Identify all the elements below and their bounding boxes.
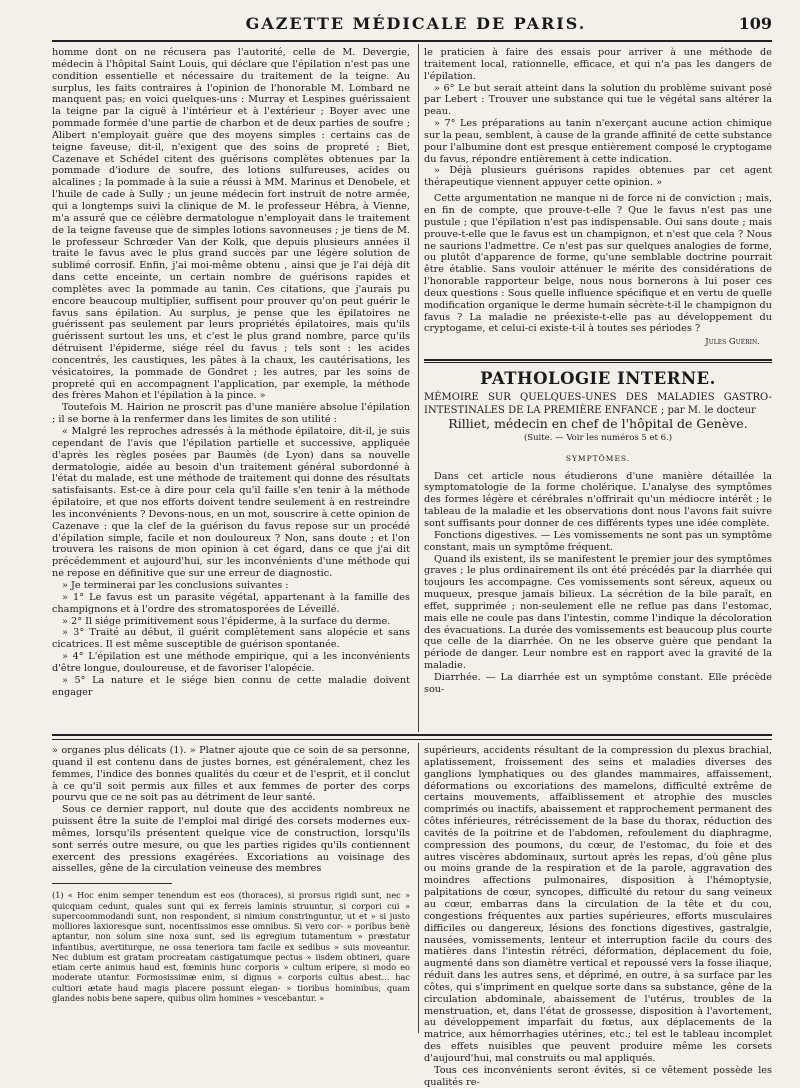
paragraph: « Malgré les reproches adressés à la méthode épilatoire, dit-il, je suis cependant de l'avis que l'épilation partielle et successive, appliquée d'après les règles posées par Baumès (de Lyon) dans sa nouvelle dermatologie, aidée au besoin d'un traitement général subordonné à l'état du malade, est une méthode de traitement qui donne des résultats satisfaisants. Est-ce à dire pour cela qu'il faille s'en tenir à la méthode épilatoire, et que nos efforts doivent tendre seulement à en restreindre les inconvénients ? Devons-nous, en un mot, souscrire à cette opinion de Cazenave : que la clef de la guérison du favus repose sur un procédé d'épilation simple, facile et non douloureux ? Non, sans doute ; et l'on trouvera les raisons de mon opinion à cet égard, dans ce que j'ai dit précédemment et aujourd'hui, sur les inconvénients d'une méthode qui ne repose en définitive que sur une erreur de diagnostic. bbox=[52, 426, 410, 580]
paragraph: Dans cet article nous étudierons d'une manière détaillée la symptomatologie de la forme cholérique. L'analyse des symptômes des formes légère et cérébrales n'offrirait qu'un médiocre intérêt ; le tableau de la maladie et les observations dont nous l'avons fait suivre sont suffisants pour donner de ces différents types une idée complète. bbox=[424, 470, 772, 529]
paragraph: » 3° Traité au début, il guérit complètement sans alopécie et sans cicatrices. Il est même susceptible de guérison spontanée. bbox=[52, 627, 410, 651]
paragraph: Diarrhée. — La diarrhée est un symptôme constant. Elle précède sou- bbox=[424, 671, 772, 695]
subsection-heading: SYMPTÔMES. bbox=[565, 453, 631, 463]
right-column-bottom bbox=[424, 745, 772, 1088]
paragraph: » organes plus délicats (1). » Platner ajoute que ce soin de sa personne, quand il est contenu dans de justes bornes, est généralement, chez les femmes, l'indice des bonnes qualités du cœur et de l'esprit, et il conclut à ce qu'il soit permis aux filles et aux femmes de porter des corps pourvu que ce ne soit pas au détriment de leur santé. bbox=[52, 745, 410, 804]
paragraph: Tous ces inconvénients seront évités, si ce vêtement possède les qualités re- bbox=[424, 1064, 772, 1088]
section-rule bbox=[424, 359, 772, 361]
header-rule bbox=[52, 40, 772, 42]
author-signature: Jules Guérin. bbox=[705, 337, 760, 348]
paragraph: supérieurs, accidents résultant de la compression du plexus brachial, aplatissement, froissement des seins et maladies diverses des ganglions lymphatiques ou des glandes mammaires, affaissement, déformations ou excoriations des mamelons, difficulté extrême de certains mouvements, affaiblissement et atrophie des muscles comprimés ou inactifs, abaissement et rapprochement permanent des côtes inférieures, rétrécissement de la base du thorax, réduction des cavités de la poitrine et de l'abdomen, refoulement du diaphragme, compression des poumons, du cœur, de l'estomac, du foie et des autres viscères abdominaux, surtout après les repas, d'où gêne plus ou moins grande de la respiration et de la parole, aggravation des moindres affections pulmonaires, disposition à l'hémoptysie, palpitations de cœur, syncopes, difficulté du retour du sang veineux au cœur, embarras dans la circulation de la tête et du cou, congestions fréquentes aux parties supérieures, efforts musculaires difficiles ou dangereux, lésions des fonctions digestives, gastralgie, nausées, vomissements, lenteur et interruption facile du cours des matières dans l'intestin rétréci, déformation, déplacement du foie, augmenté dans son diamètre vertical et repoussé vers la fosse iliaque, réduit dans les autres sens, et déprimé, en outre, à sa surface par les côtes, qui s'impriment en quelque sorte dans sa substance, gêne de la circulation abdominale, abaissement de l'utérus, troubles de la menstruation, et, dans l'état de grossesse, disposition à l'avortement, au développement imparfait du fœtus, aux déplacements de la matrice, aux hémorrhagies utérines, etc.; tel est le tableau incomplet des effets nuisibles que peuvent produire même les corsets d'aujourd'hui, mal construits ou mal appliqués. bbox=[424, 745, 772, 1064]
paragraph: » Je terminerai par les conclusions suivantes : bbox=[62, 579, 289, 591]
feuilleton-rule-thin bbox=[52, 739, 772, 740]
journal-title: GAZETTE MÉDICALE DE PARIS. bbox=[245, 14, 587, 33]
paragraph: Fonctions digestives. — Les vomissements ne sont pas un symptôme constant, mais un symptôme fréquent. bbox=[424, 529, 772, 553]
paragraph: le praticien à faire des essais pour arriver à une méthode de traitement local, rationnelle, efficace, et qui n'a pas les dangers de l'épilation. bbox=[424, 47, 772, 82]
paragraph: Quand ils existent, ils se manifestent le premier jour des symptômes graves ; le plus ordinairement ils ont été précédés par la diarrhée qui toujours les accompagne. Ces vomissements sont séreux, aqueux ou muqueux, presque jamais bilieux. La sécrétion de la bile paraît, en effet, supprimée ; non-seulement elle ne reflue pas dans l'estomac, mais elle ne coule pas dans l'intestin, comme l'indique la décoloration des évacuations. La durée des vomissements est beaucoup plus courte que celle de la diarrhée. On ne les observe guère que pendant la période de danger. Leur nombre est en rapport avec la gravité de la maladie. bbox=[424, 553, 772, 672]
paragraph: Sous ce dernier rapport, nul doute que des accidents nombreux ne puissent être la suite de l'emploi mal dirigé des corsets modernes eux-mêmes, lorsqu'ils présentent quelque vice de construction, lorsqu'ils sont serrés outre mesure, ou que les parties rigides qu'ils contiennent exercent des pressions exagérées. Excoriations au voisinage des aisselles, gêne de la circulation veineuse des membres bbox=[52, 804, 410, 875]
column-divider-top bbox=[418, 44, 419, 732]
paragraph: » 7° Les préparations au tanin n'exerçant aucune action chimique sur la peau, semblent, à cause de la grande affinité de cette substance pour l'albumine dont est presque entièrement composé le cryptogame du favus, répondre entièrement à cette indication. bbox=[424, 118, 772, 165]
left-column-top bbox=[52, 47, 410, 731]
paragraph: homme dont on ne récusera pas l'autorité, celle de M. Devergie, médecin à l'hôpital Saint Louis, qui déclare que l'épilation n'est pas une condition essentielle et nécessaire du traitement de la teigne. Au surplus, les faits contraires à l'opinion de l'honorable M. Lombard ne manquent pas; en voici quelques-uns : Murray et Lespines guérissaient la teigne par la ciguë à l'intérieur et à l'extérieur ; Boyer avec une pommade formée d'une partie de charbon et de deux parties de soufre ; Alibert n'employait guère que des moyens simples : certains cas de teigne faveuse, dit-il, n'exigent que des soins de propreté ; Biet, Cazenave et Schédel citent des guérisons complètes obtenues par la pommade d'iodure de soufre, des lotions sulfureuses, acides ou alcalines ; la pommade à la suie a réussi à MM. Marinus et Denobele, et l'huile de cade à Sully ; un jeune médecin fort instruit de notre armée, qui a longtemps suivi la clinique de M. le professeur Hébra, à Vienne, m'a assuré que ce célèbre dermatologue n'employait dans le traitement de la teigne faveuse que de simples lotions savonneuses ; je tiens de M. le professeur Schrœder Van der Kolk, que depuis plusieurs années il traite le favus avec le plus grand succès par une légère solution de sublimé corrosif. Enfin, j'ai moi-même obtenu , ainsi que je l'ai déjà dit dans cette enceinte, un certain nombre de guérisons rapides et complètes avec la pommade au tanin. Ces citations, que j'aurais pu encore beaucoup multiplier, suffisent pour prouver qu'on peut guérir le favus sans épilation. Au surplus, je pense que les épilatoires ne guérissent pas seulement par leurs propriétés épilatoires, mais qu'ils guérissent surtout les uns, et c'est le plus grand nombre, parce qu'ils détruisent l'épiderme, siége réel du favus ; tels sont : les acides concentrés, les caustiques, les pâtes à la chaux, les cautérisations, les vésicatoires, la pommade de Gondret ; les autres, par les soins de propreté qui en accompagnent l'application, par exemple, la méthode des frères Mahon et l'épilation à la pince. » bbox=[52, 47, 410, 402]
right-column-top bbox=[424, 47, 772, 731]
paragraph: Cette argumentation ne manque ni de force ni de conviction ; mais, en fin de compte, que prouve-t-elle ? Que le favus n'est pas une pustule ; que l'épilation n'est pas indispensable. Oui sans doute ; mais prouve-t-elle que le favus est un champignon, et n'est que cela ? Nous ne saurions l'admettre. Ce n'est pas sur quelques analogies de forme, ou plutôt d'apparence de forme, qu'une semblable doctrine pourrait être établie. Sans vouloir atténuer le mérite des considérations de l'honorable rapporteur belge, nous nous bornerons à lui poser ces deux questions : Sous quelle influence spécifique et en vertu de quelle modification organique le derme humain sécrète-t-il le champignon du favus ? La maladie ne préexiste-t-elle pas au développement du cryptogame, et celui-ci existe-t-il à toutes ses périodes ? bbox=[424, 193, 772, 335]
article-title: MÉMOIRE SUR QUELQUES-UNES DES MALADIES GASTRO-INTESTINALES DE LA PREMIÈRE ENFANCE ; par M. le docteur bbox=[424, 391, 772, 416]
article-author: Rilliet, médecin en chef de l'hôpital de Genève. bbox=[448, 415, 748, 431]
footnote: (1) « Hoc enim semper tenendum est eos (thoraces), si prorsus rigidi sunt, nec » quicquam cedunt, quales sunt qui ex ferreis laminis struuntur, si corpori cui » supercoommodandi sunt, non respondent, si nimium constringuntur, ut et » si justo molliores laxioresque sunt, nocentissimos esse omnibus. Si vero cor- » poribus benè aptantur, non solum sine noxa sunt, sed iis egregium tutamentum » præstatur infantibus, avertiturque, ne ossa teneriora tam facile ex sedibus » suis moveantur. Nec dubium est gratam procreatam castigatumque pectus » iisdem obtineri, quare etiam certe animus haud est, fœminis hunc corporis » cultum eripere, si modo eo moderate utantur. Formosissimæ enim, si dignus » corporis cultus abest... hac cultiori ætate haud magis placere possunt elegan- » tioribus hominibus, quam glandes nobis bene sapere, quibus olim homines » vescebantur. » bbox=[52, 890, 410, 1003]
paragraph: » 5° La nature et le siége bien connu de cette maladie doivent engager bbox=[52, 674, 410, 698]
paragraph: » 6° Le but serait atteint dans la solution du problème suivant posé par Lebert : Trouver une substance qui tue le végétal sans altérer la peau. bbox=[424, 82, 772, 118]
continuation-note: (Suite. — Voir les numéros 5 et 6.) bbox=[523, 432, 673, 443]
paragraph: » 2° Il siége primitivement sous l'épiderme, à la surface du derme. bbox=[62, 615, 391, 627]
feuilleton-rule bbox=[52, 734, 772, 736]
footnote-rule bbox=[52, 883, 172, 884]
paragraph: » 1° Le favus est un parasite végétal, appartenant à la famille des champignons et à l'ordre des stromatosporées de Léveillé. bbox=[52, 591, 410, 615]
paragraph: » Déjà plusieurs guérisons rapides obtenues par cet agent thérapeutique viennent appuyer cette opinion. » bbox=[424, 165, 772, 189]
page-header bbox=[60, 12, 772, 36]
column-divider-bottom bbox=[418, 743, 419, 1033]
page-number: 109 bbox=[738, 14, 772, 33]
paragraph: Toutefois M. Hairion ne proscrit pas d'une manière absolue l'épilation ; il se borne à la renfermer dans les limites de son utilité : bbox=[52, 402, 410, 426]
left-column-bottom bbox=[52, 745, 410, 1035]
section-heading: PATHOLOGIE INTERNE. bbox=[480, 369, 716, 389]
section-rule bbox=[424, 362, 772, 363]
paragraph: » 4° L'épilation est une méthode empirique, qui a les inconvénients d'être longue, douloureuse, et de favoriser l'alopécie. bbox=[52, 651, 410, 674]
